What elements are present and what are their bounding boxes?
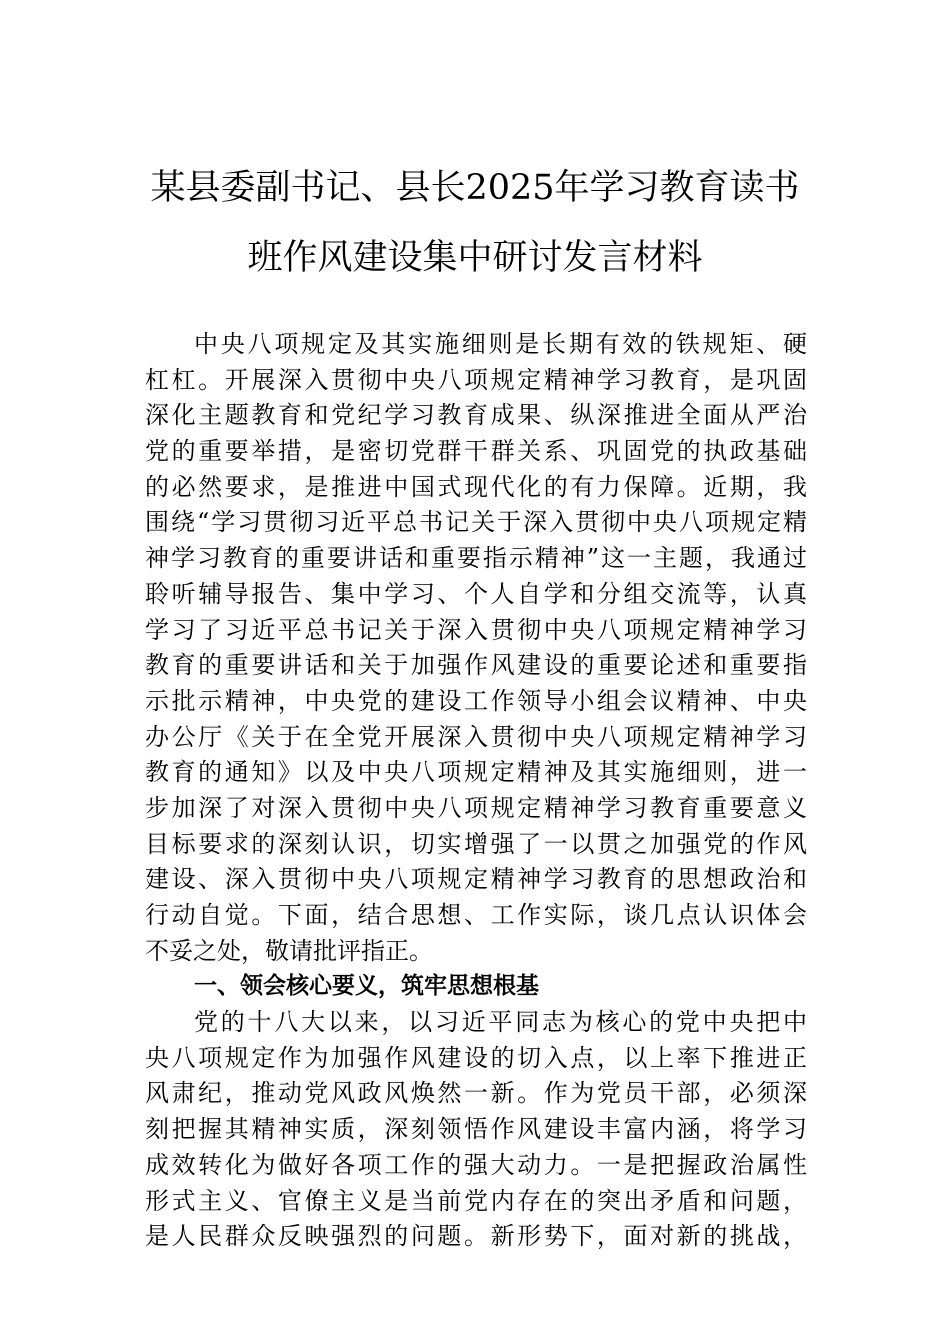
body-line: 办公厅《关于在全党开展深入贯彻中央八项规定精神学习 — [145, 722, 807, 751]
document-body — [145, 327, 807, 1255]
body-line: 的必然要求，是推进中国式现代化的有力保障。近期，我 — [145, 472, 807, 501]
document-title-line-1: 某县委副书记、县长2025年学习教育读书 — [150, 168, 800, 208]
document-title-line-2: 班作风建设集中研讨发言材料 — [247, 238, 703, 278]
body-line: 党的十八大以来，以习近平同志为核心的党中央把中 — [194, 1008, 807, 1037]
body-line: 不妥之处，敬请批评指正。 — [145, 936, 433, 965]
body-line: 是人民群众反映强烈的问题。新形势下，面对新的挑战， — [145, 1222, 807, 1251]
body-line: 党的重要举措，是密切党群干群关系、巩固党的执政基础 — [145, 437, 807, 466]
body-line: 中央八项规定及其实施细则是长期有效的铁规矩、硬 — [194, 330, 807, 358]
body-line: 行动自觉。下面，结合思想、工作实际，谈几点认识体会 — [145, 901, 807, 929]
body-line: 神学习教育的重要讲话和重要指示精神”这一主题，我通过 — [145, 544, 807, 573]
body-line: 教育的重要讲话和关于加强作风建设的重要论述和重要指 — [145, 651, 807, 680]
body-line: 示批示精神，中央党的建设工作领导小组会议精神、中央 — [145, 686, 807, 715]
section-heading: 一、领会核心要义，筑牢思想根基 — [194, 973, 539, 1000]
body-line: 刻把握其精神实质，深刻领悟作风建设丰富内涵，将学习 — [145, 1115, 807, 1144]
body-line: 风肃纪，推动党风政风焕然一新。作为党员干部，必须深 — [145, 1079, 807, 1108]
body-line: 建设、深入贯彻中央八项规定精神学习教育的思想政治和 — [145, 865, 807, 894]
body-line: 聆听辅导报告、集中学习、个人自学和分组交流等，认真 — [145, 579, 807, 608]
body-line: 教育的通知》以及中央八项规定精神及其实施细则，进一 — [145, 758, 807, 787]
body-line: 央八项规定作为加强作风建设的切入点，以上率下推进正 — [145, 1043, 807, 1072]
body-line: 目标要求的深刻认识，切实增强了一以贯之加强党的作风 — [145, 829, 807, 858]
body-line: 成效转化为做好各项工作的强大动力。一是把握政治属性 — [145, 1150, 807, 1179]
body-line: 杠杠。开展深入贯彻中央八项规定精神学习教育，是巩固 — [145, 365, 807, 394]
body-line: 形式主义、官僚主义是当前党内存在的突出矛盾和问题， — [145, 1186, 807, 1215]
body-line: 步加深了对深入贯彻中央八项规定精神学习教育重要意义 — [145, 793, 807, 822]
body-line: 深化主题教育和党纪学习教育成果、纵深推进全面从严治 — [145, 401, 807, 430]
body-line: 围绕“学习贯彻习近平总书记关于深入贯彻中央八项规定精 — [145, 508, 807, 537]
body-line: 学习了习近平总书记关于深入贯彻中央八项规定精神学习 — [145, 615, 807, 644]
